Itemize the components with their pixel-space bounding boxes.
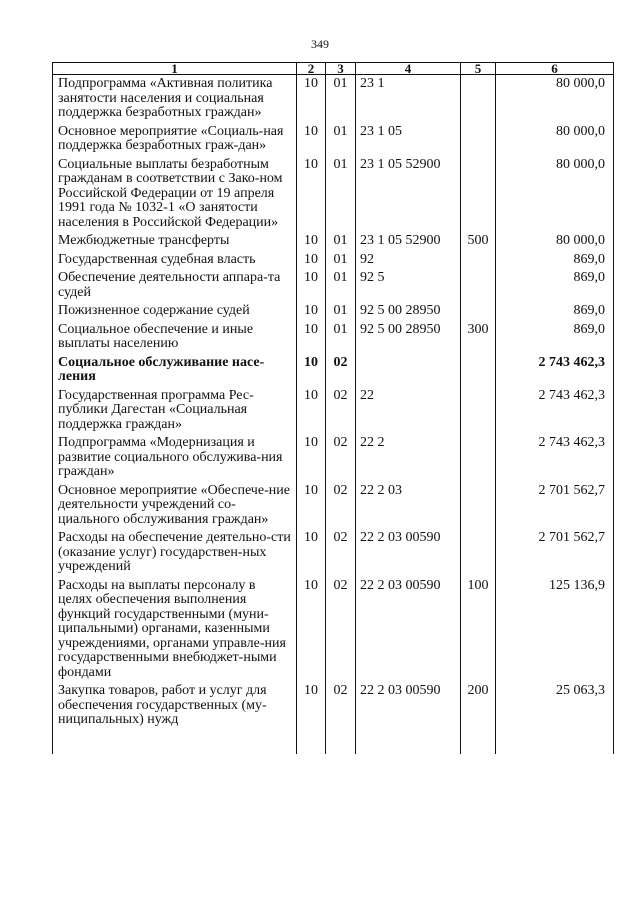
table-row: [53, 385, 614, 433]
row-amount-cell: 869,0: [496, 300, 614, 319]
column-header-5: 5: [461, 63, 496, 75]
filler-cell: [461, 728, 496, 754]
row-amount-cell: 25 063,3: [496, 680, 614, 728]
row-subsection-cell: 01: [326, 75, 356, 121]
row-name-cell: Обеспечение деятельности аппара-та судей: [53, 267, 297, 300]
row-amount-cell: 80 000,0: [496, 230, 614, 249]
row-section-cell: 10: [297, 575, 326, 681]
row-section-cell: 10: [297, 527, 326, 575]
row-name-cell: Государственная судебная власть: [53, 249, 297, 268]
table-row: [53, 575, 614, 681]
row-target-article-cell: 92 5: [356, 267, 461, 300]
row-section-cell: 10: [297, 230, 326, 249]
row-name-cell: Социальные выплаты безработным гражданам в соответствии с Зако-ном Российской Федерации от 19 апреля 1991 года № 1032-1 «О занятости населения в Российской Федерации»: [53, 154, 297, 231]
filler-cell: [53, 728, 297, 754]
row-name-cell: Социальное обеспечение и иные выплаты населению: [53, 319, 297, 352]
row-amount-cell: 869,0: [496, 249, 614, 268]
row-subsection-cell: 02: [326, 432, 356, 480]
table-row: [53, 319, 614, 352]
table-row: [53, 154, 614, 231]
row-expense-type-cell: [461, 75, 496, 121]
page-number: 349: [311, 37, 329, 51]
row-subsection-cell: 02: [326, 385, 356, 433]
table-row: [53, 75, 614, 121]
row-target-article-cell: 23 1: [356, 75, 461, 121]
row-subsection-cell: 01: [326, 154, 356, 231]
row-expense-type-cell: [461, 432, 496, 480]
row-name-cell: Социальное обслуживание насе-ления: [53, 352, 297, 385]
row-section-cell: 10: [297, 121, 326, 154]
row-name-cell: Подпрограмма «Модернизация и развитие социального обслужива-ния граждан»: [53, 432, 297, 480]
row-target-article-cell: 22 2 03 00590: [356, 527, 461, 575]
row-expense-type-cell: [461, 352, 496, 385]
filler-cell: [326, 728, 356, 754]
row-section-cell: 10: [297, 249, 326, 268]
row-target-article-cell: 22 2 03 00590: [356, 680, 461, 728]
row-section-cell: 10: [297, 267, 326, 300]
row-expense-type-cell: [461, 527, 496, 575]
row-target-article-cell: [356, 352, 461, 385]
row-amount-cell: 869,0: [496, 319, 614, 352]
table-row: [53, 432, 614, 480]
table-row: [53, 267, 614, 300]
row-amount-cell: 869,0: [496, 267, 614, 300]
row-target-article-cell: 92: [356, 249, 461, 268]
row-target-article-cell: 22 2: [356, 432, 461, 480]
row-subsection-cell: 02: [326, 527, 356, 575]
table-row: [53, 121, 614, 154]
table-row: [53, 680, 614, 728]
table-row: [53, 300, 614, 319]
row-amount-cell: 2 743 462,3: [496, 352, 614, 385]
row-name-cell: Закупка товаров, работ и услуг для обеспечения государственных (му-ниципальных) нужд: [53, 680, 297, 728]
row-amount-cell: 125 136,9: [496, 575, 614, 681]
row-subsection-cell: 02: [326, 575, 356, 681]
row-subsection-cell: 01: [326, 300, 356, 319]
table-row: [53, 527, 614, 575]
row-expense-type-cell: [461, 385, 496, 433]
row-subsection-cell: 01: [326, 121, 356, 154]
table-row: [53, 230, 614, 249]
table-body: [53, 75, 614, 754]
column-header-6: 6: [496, 63, 614, 75]
row-target-article-cell: 23 1 05 52900: [356, 230, 461, 249]
row-subsection-cell: 01: [326, 230, 356, 249]
row-expense-type-cell: [461, 267, 496, 300]
row-expense-type-cell: 300: [461, 319, 496, 352]
row-target-article-cell: 22: [356, 385, 461, 433]
table-header-row: [53, 63, 614, 75]
row-amount-cell: 2 743 462,3: [496, 432, 614, 480]
row-amount-cell: 80 000,0: [496, 121, 614, 154]
row-expense-type-cell: [461, 300, 496, 319]
table-filler-row: [53, 728, 614, 754]
row-subsection-cell: 02: [326, 352, 356, 385]
row-name-cell: Пожизненное содержание судей: [53, 300, 297, 319]
row-target-article-cell: 22 2 03: [356, 480, 461, 528]
row-name-cell: Расходы на обеспечение деятельно-сти (оказание услуг) государствен-ных учреждений: [53, 527, 297, 575]
column-header-2: 2: [297, 63, 326, 75]
row-target-article-cell: 92 5 00 28950: [356, 319, 461, 352]
row-expense-type-cell: [461, 480, 496, 528]
column-header-4: 4: [356, 63, 461, 75]
row-expense-type-cell: 100: [461, 575, 496, 681]
row-section-cell: 10: [297, 154, 326, 231]
row-section-cell: 10: [297, 319, 326, 352]
row-subsection-cell: 02: [326, 680, 356, 728]
row-amount-cell: 80 000,0: [496, 75, 614, 121]
filler-cell: [297, 728, 326, 754]
row-subsection-cell: 02: [326, 480, 356, 528]
row-expense-type-cell: [461, 249, 496, 268]
row-section-cell: 10: [297, 432, 326, 480]
filler-cell: [496, 728, 614, 754]
budget-table: [52, 62, 614, 754]
column-header-1: 1: [53, 63, 297, 75]
row-subsection-cell: 01: [326, 267, 356, 300]
row-name-cell: Межбюджетные трансферты: [53, 230, 297, 249]
row-target-article-cell: 23 1 05: [356, 121, 461, 154]
row-section-cell: 10: [297, 680, 326, 728]
row-subsection-cell: 01: [326, 319, 356, 352]
row-name-cell: Расходы на выплаты персоналу в целях обеспечения выполнения функций государственными (муни-ципальными) органами, казенными учреждениями, органами управле-ния государственными внебюджет-ными фондами: [53, 575, 297, 681]
row-section-cell: 10: [297, 480, 326, 528]
table-row: [53, 480, 614, 528]
column-header-3: 3: [326, 63, 356, 75]
row-section-cell: 10: [297, 352, 326, 385]
row-amount-cell: 80 000,0: [496, 154, 614, 231]
row-name-cell: Государственная программа Рес-публики Дагестан «Социальная поддержка граждан»: [53, 385, 297, 433]
row-expense-type-cell: 500: [461, 230, 496, 249]
row-expense-type-cell: 200: [461, 680, 496, 728]
row-target-article-cell: 22 2 03 00590: [356, 575, 461, 681]
row-name-cell: Основное мероприятие «Обеспече-ние деятельности учреждений со-циального обслуживания граждан»: [53, 480, 297, 528]
row-name-cell: Подпрограмма «Активная политика занятости населения и социальная поддержка безработных граждан»: [53, 75, 297, 121]
row-section-cell: 10: [297, 300, 326, 319]
row-name-cell: Основное мероприятие «Социаль-ная поддержка безработных граж-дан»: [53, 121, 297, 154]
row-amount-cell: 2 743 462,3: [496, 385, 614, 433]
row-expense-type-cell: [461, 121, 496, 154]
row-section-cell: 10: [297, 385, 326, 433]
row-amount-cell: 2 701 562,7: [496, 480, 614, 528]
table-row: [53, 249, 614, 268]
row-target-article-cell: 23 1 05 52900: [356, 154, 461, 231]
filler-cell: [356, 728, 461, 754]
table-row: [53, 352, 614, 385]
row-amount-cell: 2 701 562,7: [496, 527, 614, 575]
row-target-article-cell: 92 5 00 28950: [356, 300, 461, 319]
row-subsection-cell: 01: [326, 249, 356, 268]
row-section-cell: 10: [297, 75, 326, 121]
row-expense-type-cell: [461, 154, 496, 231]
